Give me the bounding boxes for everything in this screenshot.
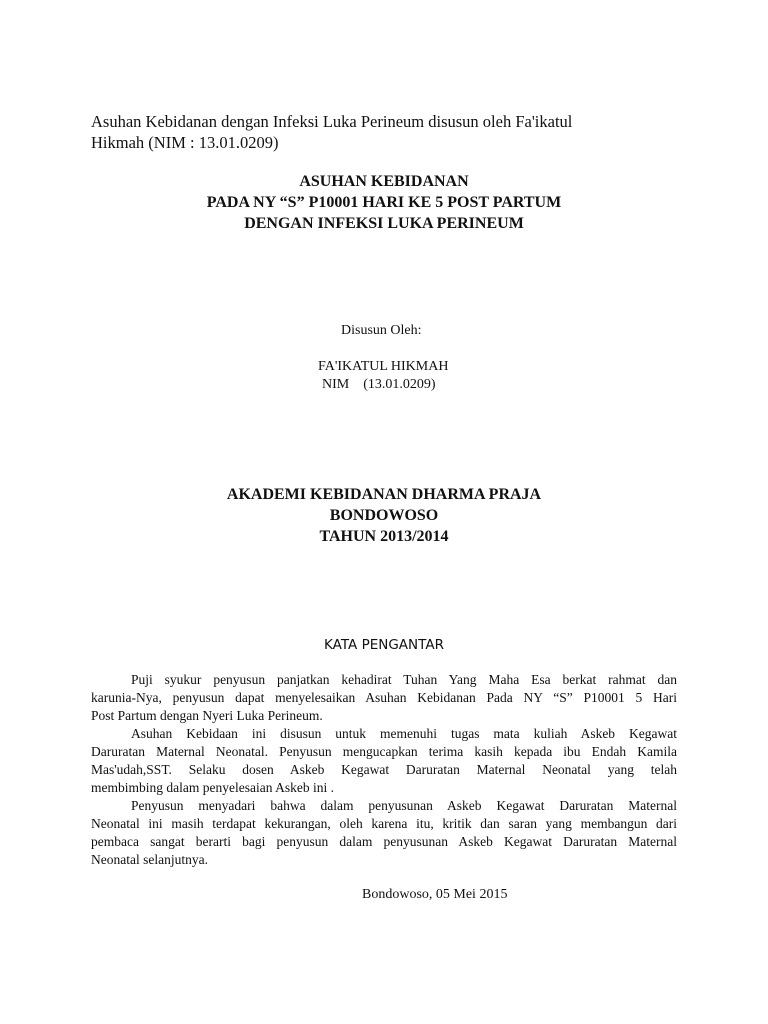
foreword-paragraph-3 [91,797,677,869]
title-line-3: DENGAN INFEKSI LUKA PERINEUM [244,215,524,232]
intro-line-2: Hikmah (NIM : 13.01.0209) [91,133,279,152]
paragraph-line: membimbing dalam penyelesaian Askeb ini . [91,780,334,795]
author-label: Disusun Oleh: [341,323,422,338]
paragraph-line: Neonatal ini masih terdapat kekurangan, oleh karena itu, kritik dan saran yang membangun dari [91,816,677,831]
foreword-paragraph-1 [91,671,677,725]
paragraph-line: Penyusun menyadari bahwa dalam penyusunan Askeb Kegawat Daruratan Maternal [131,798,677,813]
institution-line-3: TAHUN 2013/2014 [319,528,449,545]
paragraph-line: karunia-Nya, penyusun dapat menyelesaikan Asuhan Kebidanan Pada NY “S” P10001 5 Hari [91,690,677,705]
institution-line-1: AKADEMI KEBIDANAN DHARMA PRAJA [226,486,542,503]
paragraph-line: Mas'udah,SST. Selaku dosen Askeb Kegawat Daruratan Maternal Neonatal yang telah [91,762,677,777]
signoff-date: Bondowoso, 05 Mei 2015 [362,887,508,902]
foreword-paragraph-2 [91,725,677,797]
institution-line-2: BONDOWOSO [329,507,439,524]
foreword-heading: KATA PENGANTAR [324,637,444,653]
author-name: FA'IKATUL HIKMAH [318,359,449,374]
title-line-2: PADA NY “S” P10001 HARI KE 5 POST PARTUM [206,194,562,211]
paragraph-line: Asuhan Kebidaan ini disusun untuk memenuhi tugas mata kuliah Askeb Kegawat [131,726,677,741]
paragraph-line: Neonatal selanjutnya. [91,852,208,867]
paragraph-line: pembaca sangat berarti bagi penyusun dalam penyusunan Askeb Kegawat Daruratan Maternal [91,834,677,849]
paragraph-line: Puji syukur penyusun panjatkan kehadirat Tuhan Yang Maha Esa berkat rahmat dan [131,672,677,687]
title-line-1: ASUHAN KEBIDANAN [299,173,469,190]
paragraph-line: Post Partum dengan Nyeri Luka Perineum. [91,708,323,723]
intro-line-1: Asuhan Kebidanan dengan Infeksi Luka Perineum disusun oleh Fa'ikatul [91,112,573,131]
paragraph-line: Daruratan Maternal Neonatal. Penyusun mengucapkan terima kasih kepada ibu Endah Kamila [91,744,677,759]
author-nim: NIM (13.01.0209) [322,377,436,392]
